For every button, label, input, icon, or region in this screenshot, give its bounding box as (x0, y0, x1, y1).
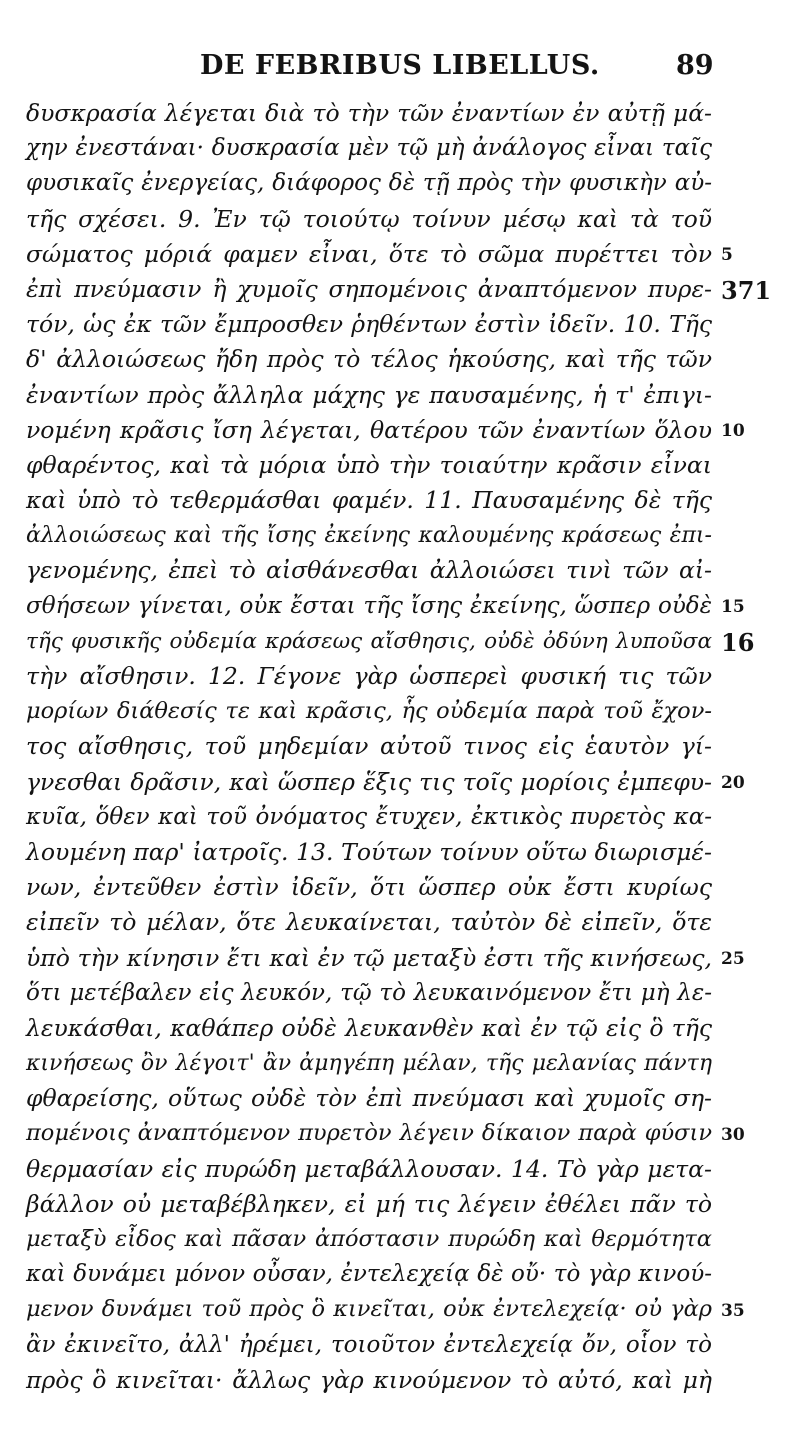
text-line: φθαρείσης, οὕτως οὐδὲ τὸν ἐπὶ πνεύμασι καὶ χυμοῖς ση- (26, 1084, 712, 1113)
text-line: τὴν αἴσθησιν. 12. Γέγονε γὰρ ὡσπερεὶ φυσική τις τῶν (26, 662, 712, 690)
text-line: σθήσεων γίνεται, οὐκ ἔσται τῆς ἴσης ἐκείνης, ὥσπερ οὐδὲ (26, 592, 712, 619)
margin-line-number: 371 (721, 276, 772, 305)
text-line: σώματος μόριά φαμεν εἶναι, ὅτε τὸ σῶμα πυρέττει τὸν (26, 239, 712, 268)
margin-line-number: 20 (721, 772, 745, 793)
text-line: δυσκρασία λέγεται διὰ τὸ τὴν τῶν ἐναντίων ἐν αὐτῇ μά- (26, 99, 712, 127)
margin-line-number: 10 (721, 420, 745, 441)
margin-line-number: 35 (721, 1300, 745, 1321)
text-line: χην ἐνεστάναι· δυσκρασία μὲν τῷ μὴ ἀνάλογος εἶναι ταῖς (26, 135, 712, 162)
text-line: τῆς φυσικῆς οὐδεμία κράσεως αἴσθησις, οὐδὲ ὀδύνη λυποῦσα (26, 628, 712, 654)
text-line: μεταξὺ εἶδος καὶ πᾶσαν ἀπόστασιν πυρώδη καὶ θερμότητα (26, 1226, 712, 1252)
text-line: μορίων διάθεσίς τε καὶ κρᾶσις, ἧς οὐδεμία παρὰ τοῦ ἔχον- (26, 698, 712, 725)
margin-line-number: 30 (721, 1124, 745, 1145)
text-line: φυσικαῖς ἐνεργείας, διάφορος δὲ τῇ πρὸς τὴν φυσικὴν αὐ- (26, 170, 712, 197)
text-line: θερμασίαν εἰς πυρώδη μεταβάλλουσαν. 14. Τὸ γὰρ μετα- (26, 1154, 712, 1183)
text-line: εἰπεῖν τὸ μέλαν, ὅτε λευκαίνεται, ταὐτὸν δὲ εἰπεῖν, ὅτε (26, 908, 712, 937)
text-line: ἐναντίων πρὸς ἄλληλα μάχης γε παυσαμένης, ἡ τ' ἐπιγι- (26, 380, 712, 409)
text-line: νομένη κρᾶσις ἴση λέγεται, θατέρου τῶν ἐναντίων ὅλου (26, 415, 712, 444)
text-line: τόν, ὡς ἐκ τῶν ἔμπροσθεν ῥηθέντων ἐστὶν ἰδεῖν. 10. Τῆς (26, 310, 712, 339)
margin-line-number: 25 (721, 948, 745, 969)
margin-line-number: 5 (721, 244, 733, 265)
text-line: πομένοις ἀναπτόμενον πυρετὸν λέγειν δίκαιον παρὰ φύσιν (26, 1120, 712, 1147)
text-line: πρὸς ὃ κινεῖται· ἄλλως γὰρ κινούμενον τὸ αὐτό, καὶ μὴ (26, 1365, 712, 1394)
text-line: γενομένης, ἐπεὶ τὸ αἰσθάνεσθαι ἀλλοιώσει τινὶ τῶν αἰ- (26, 556, 712, 585)
text-line: νων, ἐντεῦθεν ἐστὶν ἰδεῖν, ὅτι ὥσπερ οὐκ ἔστι κυρίως (26, 873, 712, 902)
text-line: μενον δυνάμει τοῦ πρὸς ὃ κινεῖται, οὐκ ἐντελεχείᾳ· οὐ γὰρ (26, 1296, 712, 1323)
text-line: κυῖα, ὅθεν καὶ τοῦ ὀνόματος ἔτυχεν, ἐκτικὸς πυρετὸς κα- (26, 803, 712, 830)
text-line: λευκάσθαι, καθάπερ οὐδὲ λευκανθὲν καὶ ἐν τῷ εἰς ὃ τῆς (26, 1013, 712, 1042)
text-line: τῆς σχέσει. 9. Ἐν τῷ τοιούτῳ τοίνυν μέσῳ καὶ τὰ τοῦ (26, 204, 712, 233)
text-line: φθαρέντος, καὶ τὰ μόρια ὑπὸ τὴν τοιαύτην κρᾶσιν εἶναι (26, 450, 712, 479)
text-line: ὅτι μετέβαλεν εἰς λευκόν, τῷ τὸ λευκαινόμενον ἔτι μὴ λε- (26, 979, 712, 1006)
text-line: γνεσθαι δρᾶσιν, καὶ ὥσπερ ἕξις τις τοῖς μορίοις ἐμπεφυ- (26, 767, 712, 796)
text-line: καὶ ὑπὸ τὸ τεθερμάσθαι φαμέν. 11. Παυσαμένης δὲ τῆς (26, 486, 712, 515)
text-line: ἂν ἐκινεῖτο, ἀλλ' ἠρέμει, τοιοῦτον ἐντελεχείᾳ ὄν, οἷον τὸ (26, 1331, 712, 1358)
text-line: δ' ἀλλοιώσεως ἤδη πρὸς τὸ τέλος ἡκούσης, καὶ τῆς τῶν (26, 345, 712, 374)
text-line: τος αἴσθησις, τοῦ μηδεμίαν αὐτοῦ τινος εἰς ἑαυτὸν γί- (26, 732, 712, 761)
margin-line-number: 16 (721, 628, 755, 657)
text-line: ἐπὶ πνεύμασιν ἢ χυμοῖς σηπομένοις ἀναπτόμενον πυρε- (26, 274, 712, 303)
running-title: DE FEBRIBUS LIBELLUS. (200, 50, 600, 81)
text-line: καὶ δυνάμει μόνον οὖσαν, ἐντελεχείᾳ δὲ οὔ· τὸ γὰρ κινού- (26, 1261, 712, 1288)
body-text (26, 96, 712, 1398)
text-line: ἀλλοιώσεως καὶ τῆς ἴσης ἐκείνης καλουμένης κράσεως ἐπι- (26, 523, 712, 549)
text-line: ὑπὸ τὴν κίνησιν ἔτι καὶ ἐν τῷ μεταξὺ ἐστι τῆς κινήσεως, (26, 943, 712, 972)
text-line: κινήσεως ὂν λέγοιτ' ἂν ἀμηγέπη μέλαν, τῆς μελανίας πάντη (26, 1051, 712, 1077)
text-line: βάλλον οὐ μεταβέβληκεν, εἰ μή τις λέγειν ἐθέλει πᾶν τὸ (26, 1189, 712, 1218)
page-header (0, 44, 800, 88)
margin-line-number: 15 (721, 596, 745, 617)
page-number: 89 (676, 50, 714, 81)
text-line: λουμένη παρ' ἰατροῖς. 13. Τούτων τοίνυν οὕτω διωρισμέ- (26, 837, 712, 866)
